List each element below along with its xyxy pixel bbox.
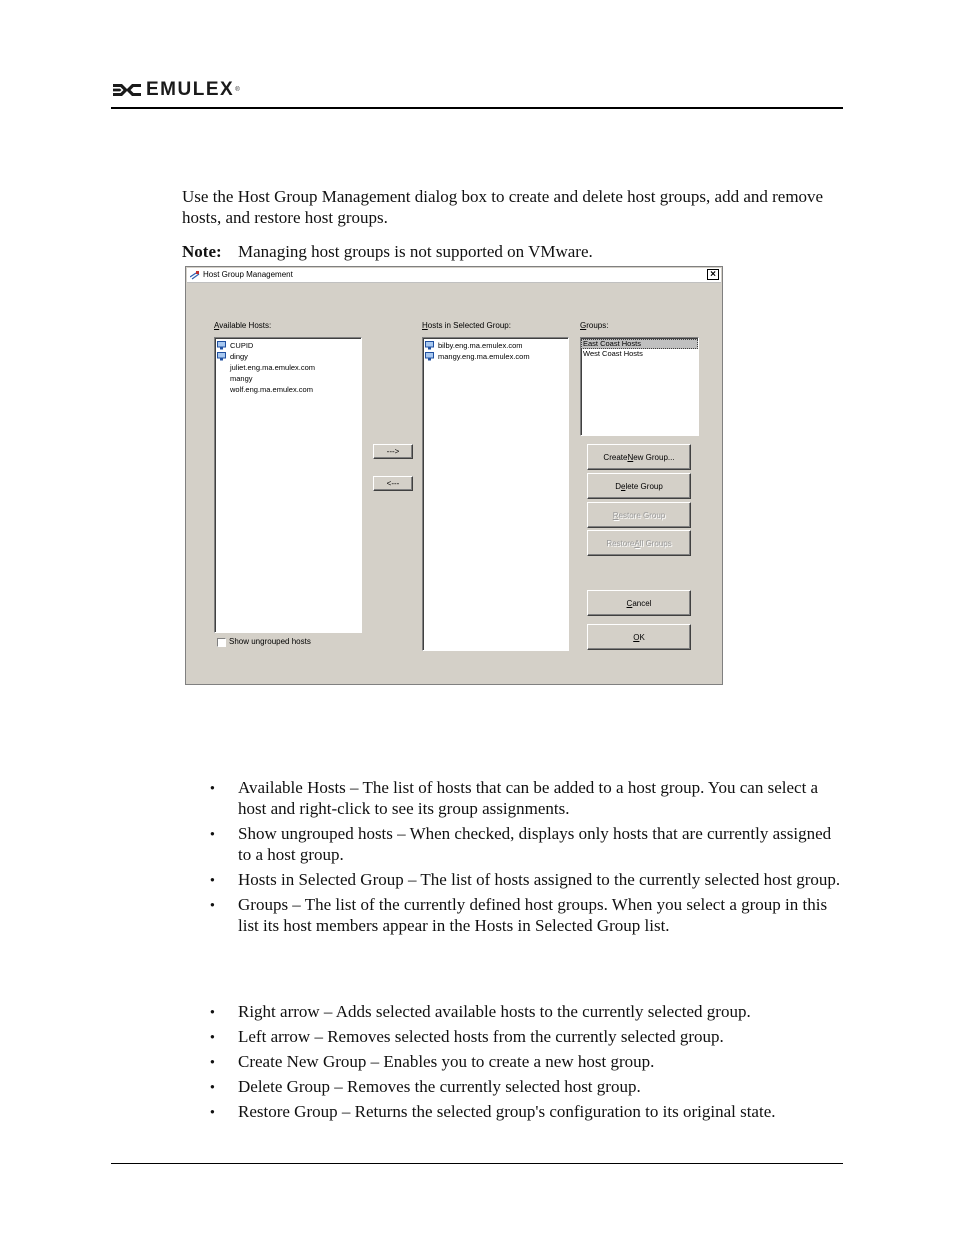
restore-all-groups-button[interactable]: Restore A ll Groups: [587, 530, 691, 556]
list-item: ● Right arrow – Adds selected available hosts to the currently selected group.: [210, 1001, 844, 1022]
host-icon: [217, 352, 226, 361]
emulex-logo-mark-icon: [111, 80, 143, 100]
list-item[interactable]: bilby.eng.ma.emulex.com: [423, 340, 568, 351]
list-item: ● Restore Group – Returns the selected group's configuration to its original state.: [210, 1101, 844, 1122]
buttons-list: [210, 1001, 844, 1126]
available-hosts-list[interactable]: [214, 337, 362, 633]
app-icon: [190, 270, 200, 280]
note-text: Managing host groups is not supported on VMware.: [238, 242, 593, 261]
host-group-management-dialog: [185, 266, 723, 685]
list-item: ● Hosts in Selected Group – The list of hosts assigned to the currently selected host group.: [210, 869, 844, 890]
note: [182, 241, 593, 262]
restore-group-button[interactable]: R estore Group: [587, 502, 691, 528]
list-item: ● Left arrow – Removes selected hosts from the currently selected group.: [210, 1026, 844, 1047]
list-item[interactable]: dingy: [215, 351, 361, 362]
list-item: ● Available Hosts – The list of hosts that can be added to a host group. You can select a host and right-click to see its group assignments.: [210, 777, 844, 819]
dialog-title: Host Group Management: [203, 270, 293, 279]
cancel-button[interactable]: C ancel: [587, 590, 691, 616]
list-item[interactable]: East Coast Hosts: [581, 339, 698, 349]
logo-trademark: ®: [235, 87, 240, 93]
create-new-group-button[interactable]: Create N ew Group...: [587, 444, 691, 470]
logo-text: EMULEX: [146, 79, 235, 100]
host-icon: [217, 341, 226, 350]
show-ungrouped-checkbox[interactable]: [217, 638, 226, 647]
header-rule: [111, 107, 843, 109]
groups-label: Groups:: [580, 321, 609, 330]
delete-group-button[interactable]: D e lete Group: [587, 473, 691, 499]
intro-paragraph: Use the Host Group Management dialog box to create and delete host groups, add and remove hosts, and restore host groups.: [182, 187, 824, 227]
groups-list[interactable]: [580, 337, 699, 436]
host-icon: [425, 341, 434, 350]
list-item[interactable]: mangy: [230, 374, 253, 383]
show-ungrouped-label: Show ungrouped hosts: [229, 637, 311, 646]
hosts-in-group-list[interactable]: [422, 337, 569, 651]
list-item[interactable]: wolf.eng.ma.emulex.com: [230, 385, 313, 394]
list-item[interactable]: West Coast Hosts: [583, 349, 643, 358]
ok-button[interactable]: O K: [587, 624, 691, 650]
note-label: Note:: [182, 242, 222, 261]
close-button[interactable]: ×: [707, 269, 719, 280]
list-item: ● Show ungrouped hosts – When checked, displays only hosts that are currently assigned to a host group.: [210, 823, 844, 865]
emulex-logo: [111, 80, 240, 100]
host-icon: [425, 352, 434, 361]
list-item: ● Create New Group – Enables you to create a new host group.: [210, 1051, 844, 1072]
available-hosts-label: Available Hosts:: [214, 321, 272, 330]
hosts-in-group-label: Hosts in Selected Group:: [422, 321, 511, 330]
remove-host-button[interactable]: <---: [373, 476, 413, 491]
list-item[interactable]: mangy.eng.ma.emulex.com: [423, 351, 568, 362]
list-item: ● Groups – The list of the currently defined host groups. When you select a group in this list its host members appear in the Hosts in Selected Group list.: [210, 894, 844, 936]
fields-list: [210, 777, 844, 940]
list-item[interactable]: juliet.eng.ma.emulex.com: [230, 363, 316, 372]
list-item: ● Delete Group – Removes the currently selected host group.: [210, 1076, 844, 1097]
list-item[interactable]: CUPID: [215, 340, 361, 351]
dialog-titlebar[interactable]: [187, 268, 721, 283]
footer-rule: [111, 1163, 843, 1164]
add-host-button[interactable]: --->: [373, 444, 413, 459]
